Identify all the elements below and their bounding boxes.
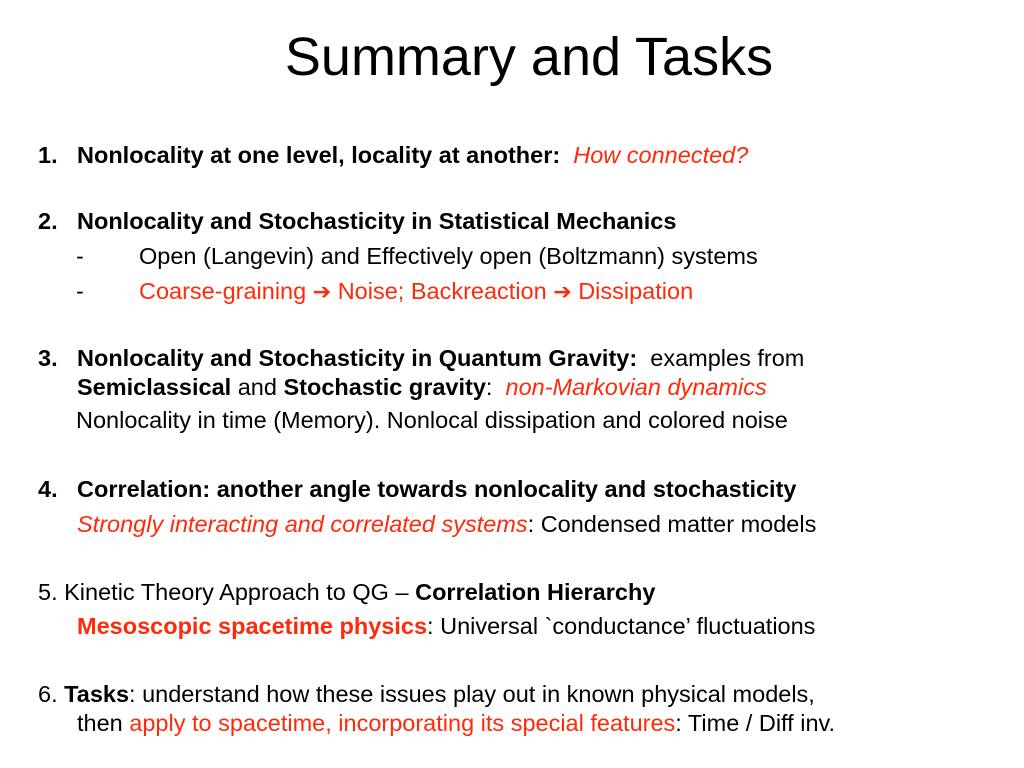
- item-4-line: [38, 476, 796, 503]
- item-4-number: 4.: [38, 476, 58, 502]
- bullet-coarse-graining: Coarse-graining: [139, 278, 307, 304]
- item-6-line: [38, 681, 815, 708]
- item-1-number: 1.: [38, 142, 58, 168]
- bullet-dissipation: Dissipation: [578, 278, 694, 304]
- item-3-and: and: [237, 374, 277, 400]
- item-6-end: : Time / Diff inv.: [675, 710, 836, 736]
- item-4-heading: Correlation: another angle towards nonlocality and stochasticity: [77, 476, 797, 502]
- bullet-text: Open (Langevin) and Effectively open (Boltzmann) systems: [139, 243, 758, 269]
- item-2-line: [38, 208, 676, 235]
- item-6-apply: apply to spacetime, incorporating its special features: [129, 710, 676, 736]
- item-1-heading: Nonlocality at one level, locality at another:: [77, 142, 561, 168]
- item-3-colon: :: [485, 374, 493, 400]
- item-6-line-2: [77, 710, 835, 737]
- item-2-heading: Nonlocality and Stochasticity in Statistical Mechanics: [77, 208, 677, 234]
- item-3-number: 3.: [38, 345, 58, 371]
- item-6-rest: : understand how these issues play out in known physical models,: [129, 681, 815, 707]
- item-3-stochastic-gravity: Stochastic gravity: [283, 374, 486, 400]
- bullet-noise-backreaction: Noise; Backreaction: [337, 278, 547, 304]
- item-5-line-2: [77, 613, 815, 640]
- arrow-right-icon: ➔: [312, 279, 332, 304]
- item-5-mesoscopic: Mesoscopic spacetime physics: [77, 613, 428, 639]
- bullet-dash: -: [76, 243, 84, 269]
- item-4-line-2: [77, 511, 816, 538]
- item-1-line: [38, 142, 748, 169]
- item-3-tail: examples from: [650, 345, 805, 371]
- item-2-number: 2.: [38, 208, 58, 234]
- arrow-right-icon: ➔: [553, 279, 572, 304]
- item-4-rest: : Condensed matter models: [527, 511, 817, 537]
- item-5-line: [38, 579, 655, 606]
- item-5-rest: : Universal `conductance’ fluctuations: [427, 613, 816, 639]
- item-4-strongly-interacting: Strongly interacting and correlated systems: [77, 511, 528, 537]
- item-3-line: [38, 345, 804, 372]
- slide-title: Summary and Tasks: [284, 27, 774, 87]
- bullet-dash: -: [76, 278, 84, 304]
- item-6-number: 6.: [38, 681, 58, 707]
- item-3-line-2: [77, 374, 767, 401]
- item-3-nonmarkovian: non-Markovian dynamics: [505, 374, 767, 400]
- item-3-semiclassical: Semiclassical: [77, 374, 232, 400]
- item-6-tasks: Tasks: [64, 681, 130, 707]
- item-5-prefix: 5. Kinetic Theory Approach to QG –: [38, 579, 409, 605]
- item-3-line-3: Nonlocality in time (Memory). Nonlocal dissipation and colored noise: [76, 407, 788, 433]
- item-1-question: How connected?: [573, 142, 749, 168]
- item-5-correlation-hierarchy: Correlation Hierarchy: [415, 579, 656, 605]
- item-2-bullet-2: [76, 278, 693, 305]
- item-2-bullet-1: [76, 243, 758, 270]
- item-6-then: then: [77, 710, 123, 736]
- item-3-heading: Nonlocality and Stochasticity in Quantum Gravity:: [77, 345, 638, 371]
